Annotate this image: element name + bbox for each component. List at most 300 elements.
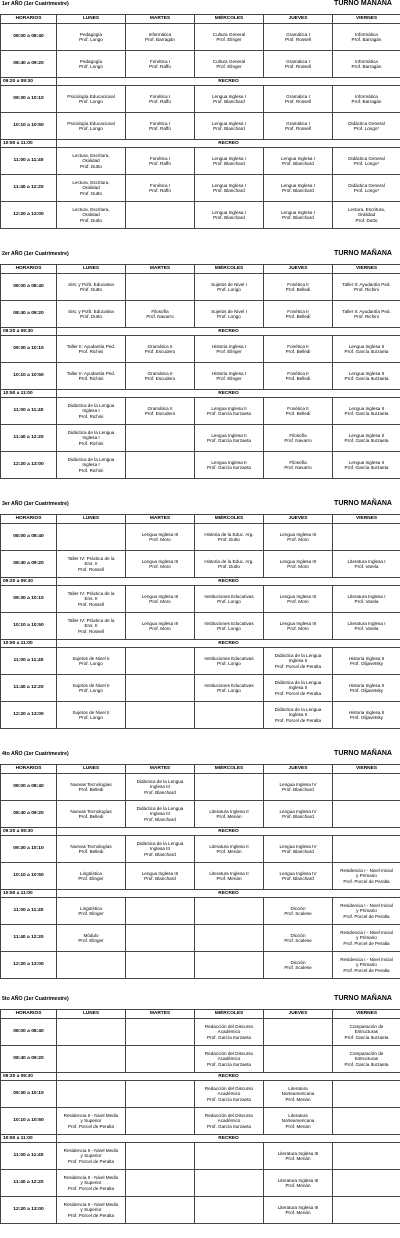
empty-cell [333, 801, 400, 828]
class-row [1, 1197, 400, 1224]
class-row [1, 524, 400, 551]
subject-line: Historia de la Educ. Arg. [204, 531, 254, 537]
subject-line: Residencia I - Nivel Inicial [340, 902, 393, 908]
subject-line: Académico [217, 1118, 241, 1124]
teacher-name: Prof. Rossell [284, 126, 312, 131]
day-header: LUNES [57, 1010, 126, 1019]
subject-line: Fonética I [149, 120, 171, 126]
empty-cell [126, 202, 195, 229]
subject-line: Taller II: Ayudantía Ped. [66, 370, 116, 376]
class-cell [333, 336, 400, 363]
subject-line: Sist. y Polít. Educativa [68, 281, 114, 287]
block-header [0, 500, 400, 512]
teacher-name: Prof. Porcel de Peralta [274, 717, 322, 723]
recreo-row [1, 578, 400, 586]
day-header: LUNES [57, 265, 126, 274]
class-cell [57, 202, 126, 229]
teacher-name: Prof. Dutto [218, 564, 240, 569]
class-cell [264, 113, 333, 140]
class-cell [195, 675, 264, 702]
time-slot: 08:40 a 09:20 [1, 551, 57, 578]
subject-line: Lengua Inglesa I [281, 155, 315, 161]
class-row [1, 551, 400, 578]
teacher-name: Prof. Blanchard [213, 215, 245, 220]
teacher-name: Prof. Moro [287, 537, 309, 542]
subject-line: Lengua Inglesa III [141, 620, 179, 626]
subject-line: Gramática I [286, 120, 310, 126]
class-row [1, 1143, 400, 1170]
time-slot: 08:00 a 08:40 [1, 1019, 57, 1046]
subject-line: y Superior [80, 1118, 102, 1124]
time-column-header: HORARIOS [1, 765, 57, 774]
teacher-name: Prof. Barragán [145, 37, 175, 42]
class-row [1, 86, 400, 113]
subject-line: Fonética II [287, 405, 309, 411]
class-cell [195, 524, 264, 551]
subject-line: Literatura Inglesa III [277, 1177, 319, 1183]
subject-line: Literatura [288, 1112, 308, 1118]
subject-line: Redacción del Discurso [204, 1050, 254, 1056]
day-header: VIERNES [333, 265, 400, 274]
subject-line: Lengua Inglesa III [279, 593, 317, 599]
empty-cell [57, 1019, 126, 1046]
subject-line: Académico [217, 1091, 241, 1097]
time-slot: 08:40 a 09:20 [1, 1046, 57, 1073]
teacher-name: Prof. Varela [354, 599, 379, 604]
day-header: VIERNES [333, 15, 400, 24]
class-cell [57, 863, 126, 890]
teacher-name: Prof. Rossell [77, 601, 105, 607]
teacher-name: Prof. Longo [217, 688, 241, 693]
teacher-name: Prof. Porcel de Peralta [343, 878, 390, 884]
class-cell [264, 774, 333, 801]
class-cell [264, 925, 333, 952]
empty-cell [195, 1143, 264, 1170]
empty-cell [126, 425, 195, 452]
header-row [1, 15, 400, 24]
time-slot: 10:10 a 10:50 [1, 113, 57, 140]
class-row [1, 51, 400, 78]
teacher-name: Prof. García Iturzaeta [344, 465, 389, 470]
class-cell [264, 274, 333, 301]
subject-line: Residencia II - Nivel Medio [63, 1147, 119, 1153]
day-header: MARTES [126, 1010, 195, 1019]
teacher-name: Prof. Varela [354, 564, 379, 569]
subject-line: Lengua Inglesa I [281, 209, 315, 215]
day-header: LUNES [57, 765, 126, 774]
class-cell [264, 398, 333, 425]
class-cell [57, 801, 126, 828]
subject-line: Oralidad [82, 185, 100, 191]
empty-cell [57, 524, 126, 551]
class-row [1, 1081, 400, 1108]
subject-line: Didáctica General [348, 182, 385, 188]
class-cell [195, 648, 264, 675]
class-cell [264, 675, 333, 702]
subject-line: Historia Inglesa II [348, 709, 385, 715]
class-cell [195, 113, 264, 140]
teacher-name: Prof. Olijavetsky [349, 715, 384, 720]
subject-line: Gramática II [147, 343, 173, 349]
empty-cell [195, 952, 264, 979]
subject-line: Fonética I [149, 182, 171, 188]
class-row [1, 925, 400, 952]
schedule-block-3 [0, 500, 400, 723]
empty-cell [264, 1019, 333, 1046]
class-cell [333, 398, 400, 425]
empty-cell [126, 648, 195, 675]
class-cell [333, 675, 400, 702]
class-cell [333, 24, 400, 51]
subject-line: Literatura Inglesa II [209, 843, 249, 849]
class-cell [333, 148, 400, 175]
teacher-name: Prof. Blanchard [144, 851, 176, 857]
class-cell [264, 301, 333, 328]
teacher-name: Prof. Escudero [144, 349, 176, 354]
class-cell [57, 24, 126, 51]
teacher-name: Prof. Elinger [216, 349, 242, 354]
teacher-name: Prof. Raffo [149, 99, 171, 104]
time-slot: 10:50 a 11:00 [1, 140, 57, 148]
teacher-name: Prof. Scalese [284, 938, 312, 943]
recreo-label: RECREO [57, 1073, 400, 1081]
class-cell [126, 148, 195, 175]
class-cell [195, 51, 264, 78]
subject-line: Taller IV: Práctica de la [67, 590, 115, 596]
year-title: 2er AÑO (1er Cuatrimestre) [2, 251, 69, 257]
subject-line: Lengua Inglesa III [279, 558, 317, 564]
subject-line: Lingüística [80, 905, 102, 911]
class-cell [264, 551, 333, 578]
teacher-name: Prof. Longo [79, 688, 103, 693]
class-cell [264, 801, 333, 828]
class-cell [264, 1143, 333, 1170]
subject-line: Didáctica de la Lengua [136, 805, 184, 811]
class-cell [126, 613, 195, 640]
teacher-name: Prof. Elinger [78, 938, 104, 943]
teacher-name: Prof. García Iturzaeta [344, 438, 389, 443]
teacher-name: Prof. Moro [287, 564, 309, 569]
teacher-name: Prof. Longo* [353, 188, 380, 193]
subject-line: Cultura General [212, 58, 246, 64]
teacher-name: Prof. Moro [287, 626, 309, 631]
subject-line: Norteamericana [281, 1118, 315, 1124]
class-cell [333, 863, 400, 890]
class-cell [195, 398, 264, 425]
subject-line: Redacción del Discurso [204, 1085, 254, 1091]
class-cell [57, 1197, 126, 1224]
class-cell [264, 1081, 333, 1108]
subject-line: Fonética II [287, 281, 309, 287]
class-cell [264, 952, 333, 979]
subject-line: Taller IV: Práctica de la [67, 555, 115, 561]
day-header: MARTES [126, 765, 195, 774]
recreo-label: RECREO [57, 578, 400, 586]
subject-line: Psicología Educacional [67, 120, 115, 126]
empty-cell [126, 1197, 195, 1224]
class-row [1, 452, 400, 479]
shift-label: TURNO MAÑANA [334, 250, 392, 257]
subject-line: Dicción [290, 905, 306, 911]
class-cell [264, 702, 333, 729]
subject-line: Literatura Inglesa I [347, 620, 386, 626]
subject-line: Lengua Inglesa III [141, 558, 179, 564]
teacher-name: Prof. Menán [285, 1123, 311, 1129]
day-header: MIÉRCOLES [195, 265, 264, 274]
class-row [1, 1108, 400, 1135]
subject-line: Taller II: Ayudantía Ped. [66, 343, 116, 349]
class-cell [57, 452, 126, 479]
shift-label: TURNO MAÑANA [334, 500, 392, 507]
subject-line: Lengua Inglesa I [212, 155, 246, 161]
teacher-name: Prof. García Iturzaeta [207, 1034, 251, 1040]
teacher-name: Prof. Blanchard [213, 99, 245, 104]
subject-line: Informática [355, 58, 378, 64]
class-cell [333, 175, 400, 202]
class-cell [126, 836, 195, 863]
empty-cell [57, 952, 126, 979]
recreo-row [1, 328, 400, 336]
time-slot: 11:40 a 12:20 [1, 425, 57, 452]
subject-line: Informática [148, 31, 172, 37]
recreo-label: RECREO [57, 1135, 400, 1143]
subject-line: Sujetos de Nivel II [72, 709, 110, 715]
subject-line: Didáctica de la Lengua [274, 706, 322, 712]
teacher-name: Prof. Porcel de Peralta [67, 1123, 115, 1129]
subject-line: Inglesa II [288, 712, 308, 718]
subject-line: Residencia I - Nivel Inicial [340, 867, 393, 873]
class-row [1, 175, 400, 202]
block-header [0, 995, 400, 1007]
class-cell [333, 551, 400, 578]
teacher-name: Prof. Raffo [149, 126, 171, 131]
teacher-name: Prof. Menán [285, 1156, 311, 1161]
time-slot: 11:00 a 11:40 [1, 898, 57, 925]
class-cell [57, 613, 126, 640]
class-cell [57, 363, 126, 390]
teacher-name: Prof. Belledi [285, 314, 311, 319]
teacher-name: Prof. Moro [149, 599, 171, 604]
teacher-name: Prof. García Iturzaeta [207, 438, 251, 443]
day-header: MARTES [126, 515, 195, 524]
timetable [0, 264, 400, 479]
recreo-row [1, 140, 400, 148]
subject-line: Instituciones Educativas [204, 620, 254, 626]
class-cell [195, 586, 264, 613]
teacher-name: Prof. Menán [216, 814, 242, 819]
empty-cell [126, 274, 195, 301]
teacher-name: Prof. Menán [285, 1096, 311, 1102]
teacher-name: Prof. Navarro [284, 465, 312, 470]
class-row [1, 113, 400, 140]
time-column-header: HORARIOS [1, 265, 57, 274]
day-header: JUEVES [264, 265, 333, 274]
teacher-name: Prof. García Iturzaeta [207, 1061, 251, 1067]
time-slot: 10:50 a 11:00 [1, 390, 57, 398]
time-slot: 09:30 a 10:10 [1, 336, 57, 363]
subject-line: Inglesa III [150, 846, 170, 852]
class-cell [126, 113, 195, 140]
subject-line: Lengua Inglesa I [281, 182, 315, 188]
teacher-name: Prof. Scalese [284, 911, 312, 916]
teacher-name: Prof. Blanchard [282, 849, 314, 854]
subject-line: Lectura, Escritura, [72, 179, 110, 185]
time-slot: 08:40 a 09:20 [1, 301, 57, 328]
teacher-name: Prof. Blanchard [144, 876, 176, 881]
day-header: MIÉRCOLES [195, 1010, 264, 1019]
time-slot: 09:20 a 09:30 [1, 328, 57, 336]
teacher-name: Prof. Longo [217, 626, 241, 631]
teacher-name: Prof. Richini [78, 413, 104, 419]
subject-line: Didáctica de la Lengua [67, 429, 115, 435]
teacher-name: Prof. García Iturzaeta [207, 411, 251, 416]
subject-line: Literatura Inglesa III [277, 1150, 319, 1156]
schedule-block-5 [0, 995, 400, 1218]
subject-line: Psicología Educacional [67, 93, 115, 99]
subject-line: Estructuras [354, 1029, 379, 1035]
teacher-name: Prof. Moro [287, 599, 309, 604]
subject-line: Gramática II [147, 405, 173, 411]
subject-line: Didáctica de la Lengua [67, 402, 115, 408]
teacher-name: Prof. Moro [149, 626, 171, 631]
teacher-name: Prof. Barragán [351, 99, 382, 104]
day-header: MIÉRCOLES [195, 515, 264, 524]
teacher-name: Prof. Elinger [216, 64, 242, 69]
teacher-name: Prof. Belledi [285, 287, 311, 292]
year-title: 5to AÑO (1er Cuatrimestre) [2, 996, 69, 1002]
subject-line: Inglesa I [82, 435, 100, 441]
header-row [1, 765, 400, 774]
subject-line: Sujetos de Nivel I [211, 308, 247, 314]
time-slot: 10:10 a 10:50 [1, 613, 57, 640]
teacher-name: Prof. Porcel de Peralta [343, 913, 390, 919]
teacher-name: Prof. Belledi [78, 849, 104, 854]
class-cell [126, 51, 195, 78]
time-slot: 10:50 a 11:00 [1, 890, 57, 898]
class-cell [195, 863, 264, 890]
time-column-header: HORARIOS [1, 1010, 57, 1019]
subject-line: Ens. II [84, 596, 98, 602]
teacher-name: Prof. Elinger [216, 376, 242, 381]
teacher-name: Prof. Longo* [353, 126, 380, 131]
class-cell [264, 175, 333, 202]
time-slot: 09:20 a 09:30 [1, 78, 57, 86]
subject-line: Lengua Inglesa I [212, 209, 246, 215]
subject-line: Filosofía [289, 432, 307, 438]
day-header: JUEVES [264, 15, 333, 24]
subject-line: Lengua Inglesa III [141, 531, 179, 537]
teacher-name: Prof. Rossell [284, 99, 312, 104]
recreo-label: RECREO [57, 328, 400, 336]
class-cell [264, 86, 333, 113]
time-slot: 09:30 a 10:10 [1, 586, 57, 613]
class-cell [333, 1019, 400, 1046]
subject-line: Pedagogía [79, 31, 103, 37]
time-slot: 11:40 a 12:20 [1, 1170, 57, 1197]
class-cell [333, 274, 400, 301]
subject-line: Sujetos de Nivel II [72, 655, 110, 661]
class-cell [195, 452, 264, 479]
subject-line: Nuevas Tecnologías [70, 781, 112, 787]
class-cell [57, 336, 126, 363]
teacher-name: Prof. García Iturzaeta [344, 1061, 389, 1067]
teacher-name: Prof. Richini [78, 376, 104, 381]
teacher-name: Prof. Dutto [218, 537, 240, 542]
subject-line: Cultura General [212, 31, 246, 37]
time-slot: 10:10 a 10:50 [1, 1108, 57, 1135]
timetable [0, 764, 400, 979]
recreo-label: RECREO [57, 828, 400, 836]
subject-line: Dicción [290, 959, 306, 965]
subject-line: Gramática I [286, 58, 310, 64]
time-column-header: HORARIOS [1, 515, 57, 524]
day-header: VIERNES [333, 765, 400, 774]
teacher-name: Prof. Navarro [284, 438, 312, 443]
day-header: LUNES [57, 15, 126, 24]
subject-line: Inglesa II [288, 685, 308, 691]
subject-line: y Superior [80, 1153, 102, 1159]
subject-line: Inglesa III [150, 784, 170, 790]
recreo-row [1, 1073, 400, 1081]
subject-line: y Primario [356, 962, 377, 968]
class-row [1, 675, 400, 702]
class-cell [126, 774, 195, 801]
empty-cell [333, 1108, 400, 1135]
subject-line: Residencia I - Nivel Inicial [340, 956, 393, 962]
class-cell [57, 274, 126, 301]
subject-line: Lectura, Escritura, [347, 206, 386, 212]
year-title: 4to AÑO (1er Cuatrimestre) [2, 751, 69, 757]
timetable [0, 1009, 400, 1224]
class-cell [195, 613, 264, 640]
empty-cell [333, 774, 400, 801]
subject-line: Literatura Inglesa III [277, 1204, 319, 1210]
subject-line: Ens. II [84, 561, 98, 567]
empty-cell [57, 1081, 126, 1108]
subject-line: Gramática II [147, 370, 173, 376]
empty-cell [126, 925, 195, 952]
subject-line: Literatura Inglesa I [347, 593, 386, 599]
subject-line: Lengua Inglesa III [279, 620, 317, 626]
recreo-label: RECREO [57, 140, 400, 148]
time-slot: 08:00 a 08:40 [1, 274, 57, 301]
subject-line: Lengua Inglesa II [348, 405, 385, 411]
class-cell [57, 51, 126, 78]
time-slot: 11:40 a 12:20 [1, 925, 57, 952]
class-row [1, 425, 400, 452]
class-row [1, 801, 400, 828]
subject-line: Lectura, Escritura, [72, 206, 110, 212]
empty-cell [126, 675, 195, 702]
teacher-name: Prof. Blanchard [213, 161, 245, 166]
class-cell [195, 301, 264, 328]
shift-label: TURNO MAÑANA [334, 750, 392, 757]
teacher-name: Prof. Menán [285, 1210, 311, 1215]
teacher-name: Prof. Longo [217, 314, 241, 319]
recreo-label: RECREO [57, 890, 400, 898]
class-cell [126, 863, 195, 890]
time-slot: 10:10 a 10:50 [1, 363, 57, 390]
subject-line: Lengua Inglesa IV [279, 781, 317, 787]
teacher-name: Prof. Olijavetsky [349, 661, 384, 666]
subject-line: Pedagogía [79, 58, 103, 64]
empty-cell [264, 1046, 333, 1073]
teacher-name: Prof. Rossell [77, 628, 105, 634]
time-slot: 12:20 a 13:00 [1, 702, 57, 729]
class-row [1, 274, 400, 301]
class-cell [264, 613, 333, 640]
teacher-name: Prof. Raffo [149, 64, 171, 69]
